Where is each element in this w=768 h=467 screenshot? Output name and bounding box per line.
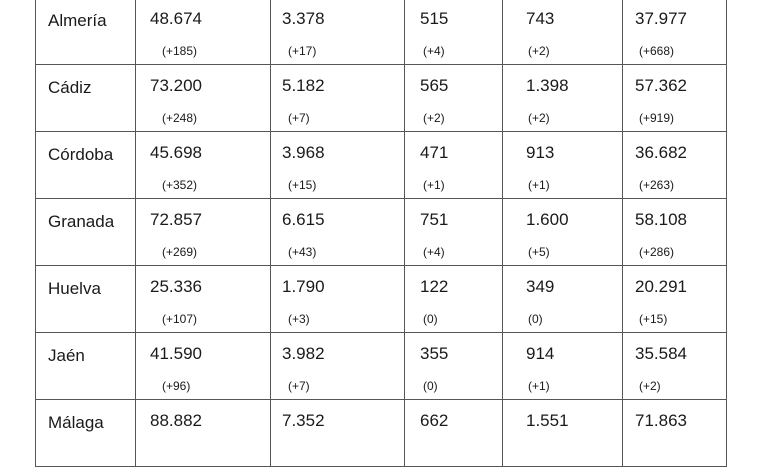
data-cell	[136, 333, 271, 400]
data-cell	[271, 333, 405, 400]
data-cell	[503, 400, 623, 467]
cell-delta: (+919)	[639, 111, 675, 125]
cell-delta: (0)	[423, 379, 438, 393]
cell-value: 122	[420, 277, 449, 296]
cell-value: 45.698	[150, 143, 202, 162]
cell-value: 72.857	[150, 210, 202, 229]
cell-delta: (+4)	[423, 245, 445, 259]
covid-data-table-container	[35, 0, 726, 467]
data-cell	[623, 400, 727, 467]
cell-delta: (+15)	[639, 312, 668, 326]
data-cell	[136, 132, 271, 199]
data-cell	[136, 65, 271, 132]
cell-value: 71.863	[635, 411, 687, 430]
province-name: Granada	[48, 212, 115, 231]
data-cell	[405, 132, 503, 199]
province-cell	[36, 266, 136, 333]
data-cell	[136, 400, 271, 467]
cell-delta: (+352)	[162, 178, 198, 192]
cell-value: 1.790	[282, 277, 325, 296]
data-cell	[503, 333, 623, 400]
data-cell	[503, 266, 623, 333]
cell-value: 1.398	[526, 76, 569, 95]
data-cell	[405, 400, 503, 467]
cell-delta: (+1)	[423, 178, 445, 192]
data-cell	[503, 132, 623, 199]
data-cell	[271, 266, 405, 333]
data-cell	[503, 0, 623, 65]
data-cell	[271, 132, 405, 199]
cell-value: 5.182	[282, 76, 325, 95]
province-cell	[36, 0, 136, 65]
cell-delta: (+668)	[639, 44, 675, 58]
cell-value: 355	[420, 344, 449, 363]
data-cell	[271, 65, 405, 132]
province-name: Almería	[48, 11, 107, 30]
cell-value: 58.108	[635, 210, 687, 229]
cell-value: 73.200	[150, 76, 202, 95]
cell-value: 20.291	[635, 277, 687, 296]
cell-value: 662	[420, 411, 449, 430]
cell-value: 1.551	[526, 411, 569, 430]
cell-delta: (+286)	[639, 245, 675, 259]
province-name: Málaga	[48, 413, 104, 432]
table-row	[36, 132, 727, 199]
cell-delta: (+107)	[162, 312, 198, 326]
cell-value: 515	[420, 9, 449, 28]
cell-value: 743	[526, 9, 555, 28]
cell-value: 57.362	[635, 76, 687, 95]
province-name: Huelva	[48, 279, 101, 298]
cell-delta: (+1)	[528, 379, 550, 393]
cell-value: 471	[420, 143, 449, 162]
table-row	[36, 65, 727, 132]
cell-delta: (+185)	[162, 44, 198, 58]
data-cell	[405, 65, 503, 132]
data-cell	[405, 199, 503, 266]
cell-value: 7.352	[282, 411, 325, 430]
cell-delta: (0)	[528, 312, 543, 326]
cell-delta: (+4)	[423, 44, 445, 58]
cell-delta: (+263)	[639, 178, 675, 192]
cell-delta: (+3)	[288, 312, 310, 326]
data-cell	[623, 199, 727, 266]
data-cell	[623, 266, 727, 333]
cell-delta: (+5)	[528, 245, 550, 259]
cell-value: 25.336	[150, 277, 202, 296]
cell-delta: (+2)	[528, 111, 550, 125]
cell-value: 48.674	[150, 9, 202, 28]
cell-delta: (+43)	[288, 245, 317, 259]
cell-delta: (+2)	[528, 44, 550, 58]
table-row	[36, 266, 727, 333]
data-cell	[271, 199, 405, 266]
province-name: Jaén	[48, 346, 85, 365]
cell-delta	[623, 431, 726, 446]
data-cell	[271, 400, 405, 467]
cell-delta	[136, 431, 270, 446]
cell-value: 37.977	[635, 9, 687, 28]
table-row	[36, 0, 727, 65]
data-cell	[623, 65, 727, 132]
cell-value: 41.590	[150, 344, 202, 363]
province-cell	[36, 333, 136, 400]
province-cell	[36, 65, 136, 132]
data-cell	[271, 0, 405, 65]
province-data-table	[35, 0, 727, 467]
cell-value: 88.882	[150, 411, 202, 430]
cell-value: 36.682	[635, 143, 687, 162]
data-cell	[503, 199, 623, 266]
data-cell	[623, 0, 727, 65]
cell-delta	[405, 431, 502, 446]
province-cell	[36, 400, 136, 467]
data-cell	[623, 132, 727, 199]
cell-delta	[503, 431, 622, 446]
cell-delta: (+2)	[423, 111, 445, 125]
data-cell	[405, 0, 503, 65]
data-cell	[136, 266, 271, 333]
province-name: Cádiz	[48, 78, 92, 97]
data-cell	[405, 266, 503, 333]
data-cell	[503, 65, 623, 132]
cell-delta: (+269)	[162, 245, 198, 259]
cell-value: 3.968	[282, 143, 325, 162]
cell-value: 349	[526, 277, 555, 296]
cell-delta: (+1)	[528, 178, 550, 192]
cell-value: 751	[420, 210, 449, 229]
province-cell	[36, 132, 136, 199]
cell-delta: (+96)	[162, 379, 191, 393]
cell-value: 35.584	[635, 344, 687, 363]
cell-delta: (+7)	[288, 111, 310, 125]
data-cell	[136, 199, 271, 266]
table-body	[36, 0, 727, 467]
cell-value: 914	[526, 344, 555, 363]
cell-value: 565	[420, 76, 449, 95]
province-name: Córdoba	[48, 145, 114, 164]
cell-value: 913	[526, 143, 555, 162]
table-row	[36, 400, 727, 467]
data-cell	[136, 0, 271, 65]
cell-delta: (+17)	[288, 44, 317, 58]
cell-value: 6.615	[282, 210, 325, 229]
data-cell	[405, 333, 503, 400]
province-cell	[36, 199, 136, 266]
table-row	[36, 199, 727, 266]
cell-delta	[271, 431, 404, 446]
table-row	[36, 333, 727, 400]
cell-value: 1.600	[526, 210, 569, 229]
cell-value: 3.982	[282, 344, 325, 363]
cell-delta: (+248)	[162, 111, 198, 125]
cell-delta: (0)	[423, 312, 438, 326]
cell-delta: (+15)	[288, 178, 317, 192]
cell-delta: (+2)	[639, 379, 661, 393]
cell-value: 3.378	[282, 9, 325, 28]
cell-delta: (+7)	[288, 379, 310, 393]
data-cell	[623, 333, 727, 400]
